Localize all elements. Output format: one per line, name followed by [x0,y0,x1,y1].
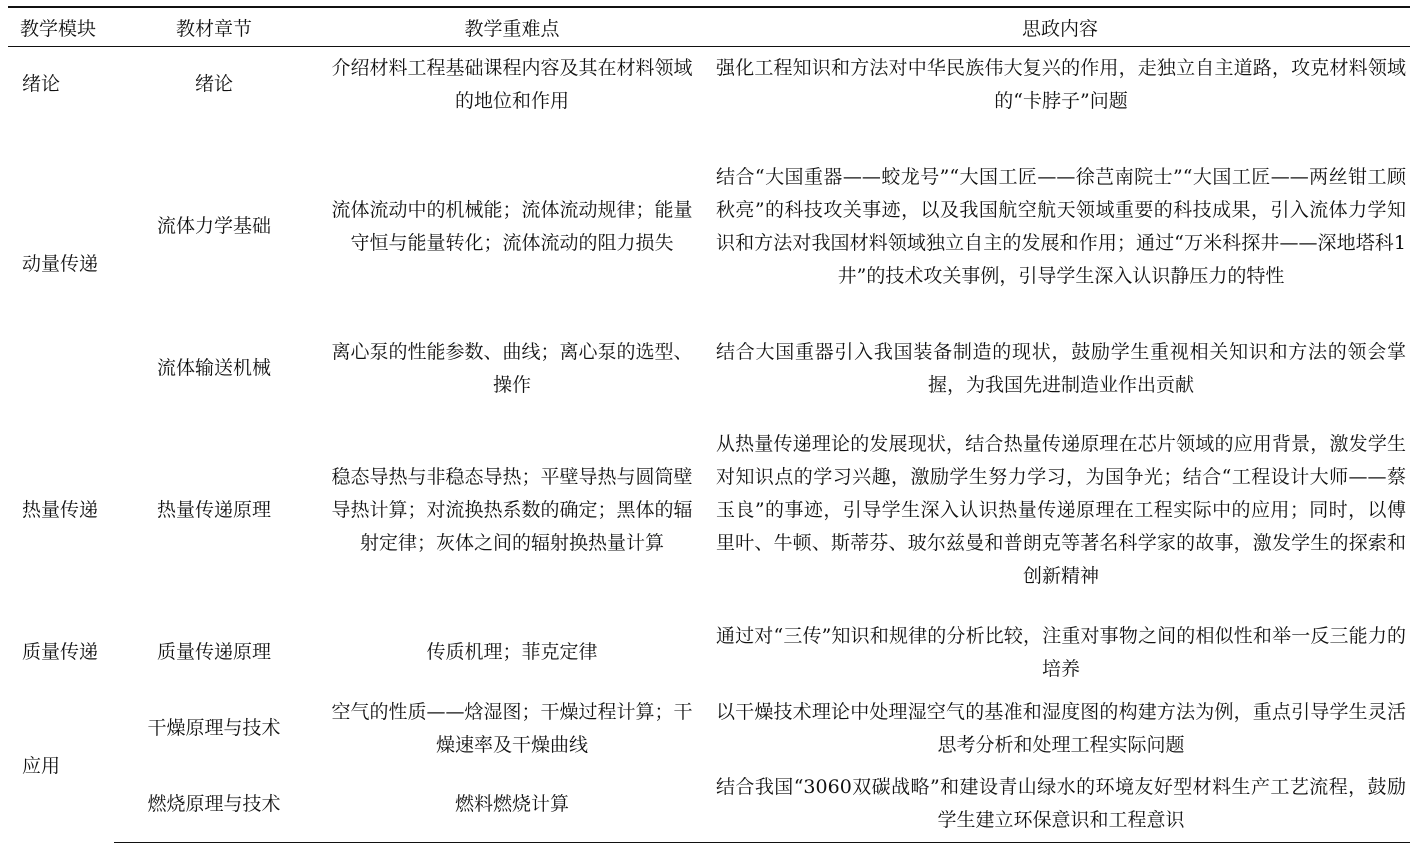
module-cell: 热量传递 [22,499,99,521]
key-points-cell: 流体流动中的机械能；流体流动规律；能量守恒与能量转化；流体流动的阻力损失 [331,198,693,254]
chapter-cell: 质量传递原理 [156,641,271,663]
ideology-cell: 通过对“三传”知识和规律的分析比较，注重对事物之间的相似性和举一反三能力的培养 [716,624,1406,680]
key-points-cell: 空气的性质——焓湿图；干燥过程计算；干燥速率及干燥曲线 [331,700,693,756]
header-row [8,7,1410,47]
ideology-cell: 结合“大国重器——蛟龙号”“大国工匠——徐芑南院士”“大国工匠——两丝钳工顾秋亮”的科技攻关事迹，以及我国航空航天领域重要的科技成果，引入流体力学知识和方法对我国材料领域独立自主的发展和作用；通过“万米科探井——深地塔科1井”的技术攻关事例，引导学生深入认识静压力的特性 [716,165,1406,287]
table-row [8,123,1410,331]
table-row [8,47,1410,123]
module-cell: 质量传递 [22,641,99,663]
chapter-cell: 流体力学基础 [156,215,271,237]
chapter-cell: 流体输送机械 [156,357,271,379]
header-chapter: 教材章节 [114,7,314,47]
key-points-cell: 传质机理；菲克定律 [426,641,598,663]
key-points-cell: 稳态导热与非稳态导热；平壁导热与圆筒壁导热计算；对流换热系数的确定；黑体的辐射定律；灰体之间的辐射换热量计算 [331,466,693,554]
chapter-cell: 热量传递原理 [156,499,271,521]
header-key-points: 教学重难点 [314,7,710,47]
ideology-cell: 以干燥技术理论中处理湿空气的基准和湿度图的构建方法为例，重点引导学生灵活思考分析和处理工程实际问题 [716,700,1406,756]
module-cell: 应用 [22,755,61,777]
key-points-cell: 燃料燃烧计算 [314,767,710,843]
chapter-cell: 干燥原理与技术 [147,717,281,739]
table-row [8,691,1410,767]
module-cell: 动量传递 [22,253,99,275]
table-row [8,407,1410,615]
chapter-cell: 绪论 [194,73,233,96]
curriculum-table [8,6,1410,843]
ideology-cell: 强化工程知识和方法对中华民族伟大复兴的作用，走独立自主道路，攻克材料领域的“卡脖子”问题 [716,56,1406,112]
key-points-cell: 离心泵的性能参数、曲线；离心泵的选型、操作 [331,340,693,396]
key-points-cell: 介绍材料工程基础课程内容及其在材料领域的地位和作用 [331,56,693,112]
table-row [8,615,1410,691]
table-row [8,767,1410,843]
table-row [8,331,1410,407]
module-cell: 绪论 [22,73,61,96]
chapter-cell: 燃烧原理与技术 [114,767,314,843]
ideology-cell: 从热量传递理论的发展现状，结合热量传递原理在芯片领域的应用背景，激发学生对知识点的学习兴趣，激励学生努力学习，为国争光；结合“工程设计大师——蔡玉良”的事迹，引导学生深入认识热量传递原理在工程实际中的应用；同时，以傅里叶、牛顿、斯蒂芬、玻尔兹曼和普朗克等著名科学家的故事，激发学生的探索和创新精神 [716,433,1406,587]
header-module: 教学模块 [8,7,114,47]
ideology-cell: 结合大国重器引入我国装备制造的现状，鼓励学生重视相关知识和方法的领会掌握，为我国先进制造业作出贡献 [716,340,1406,396]
ideology-cell: 结合我国“3060双碳战略”和建设青山绿水的环境友好型材料生产工艺流程，鼓励学生建立环保意识和工程意识 [710,767,1410,843]
header-ideology: 思政内容 [710,7,1410,47]
